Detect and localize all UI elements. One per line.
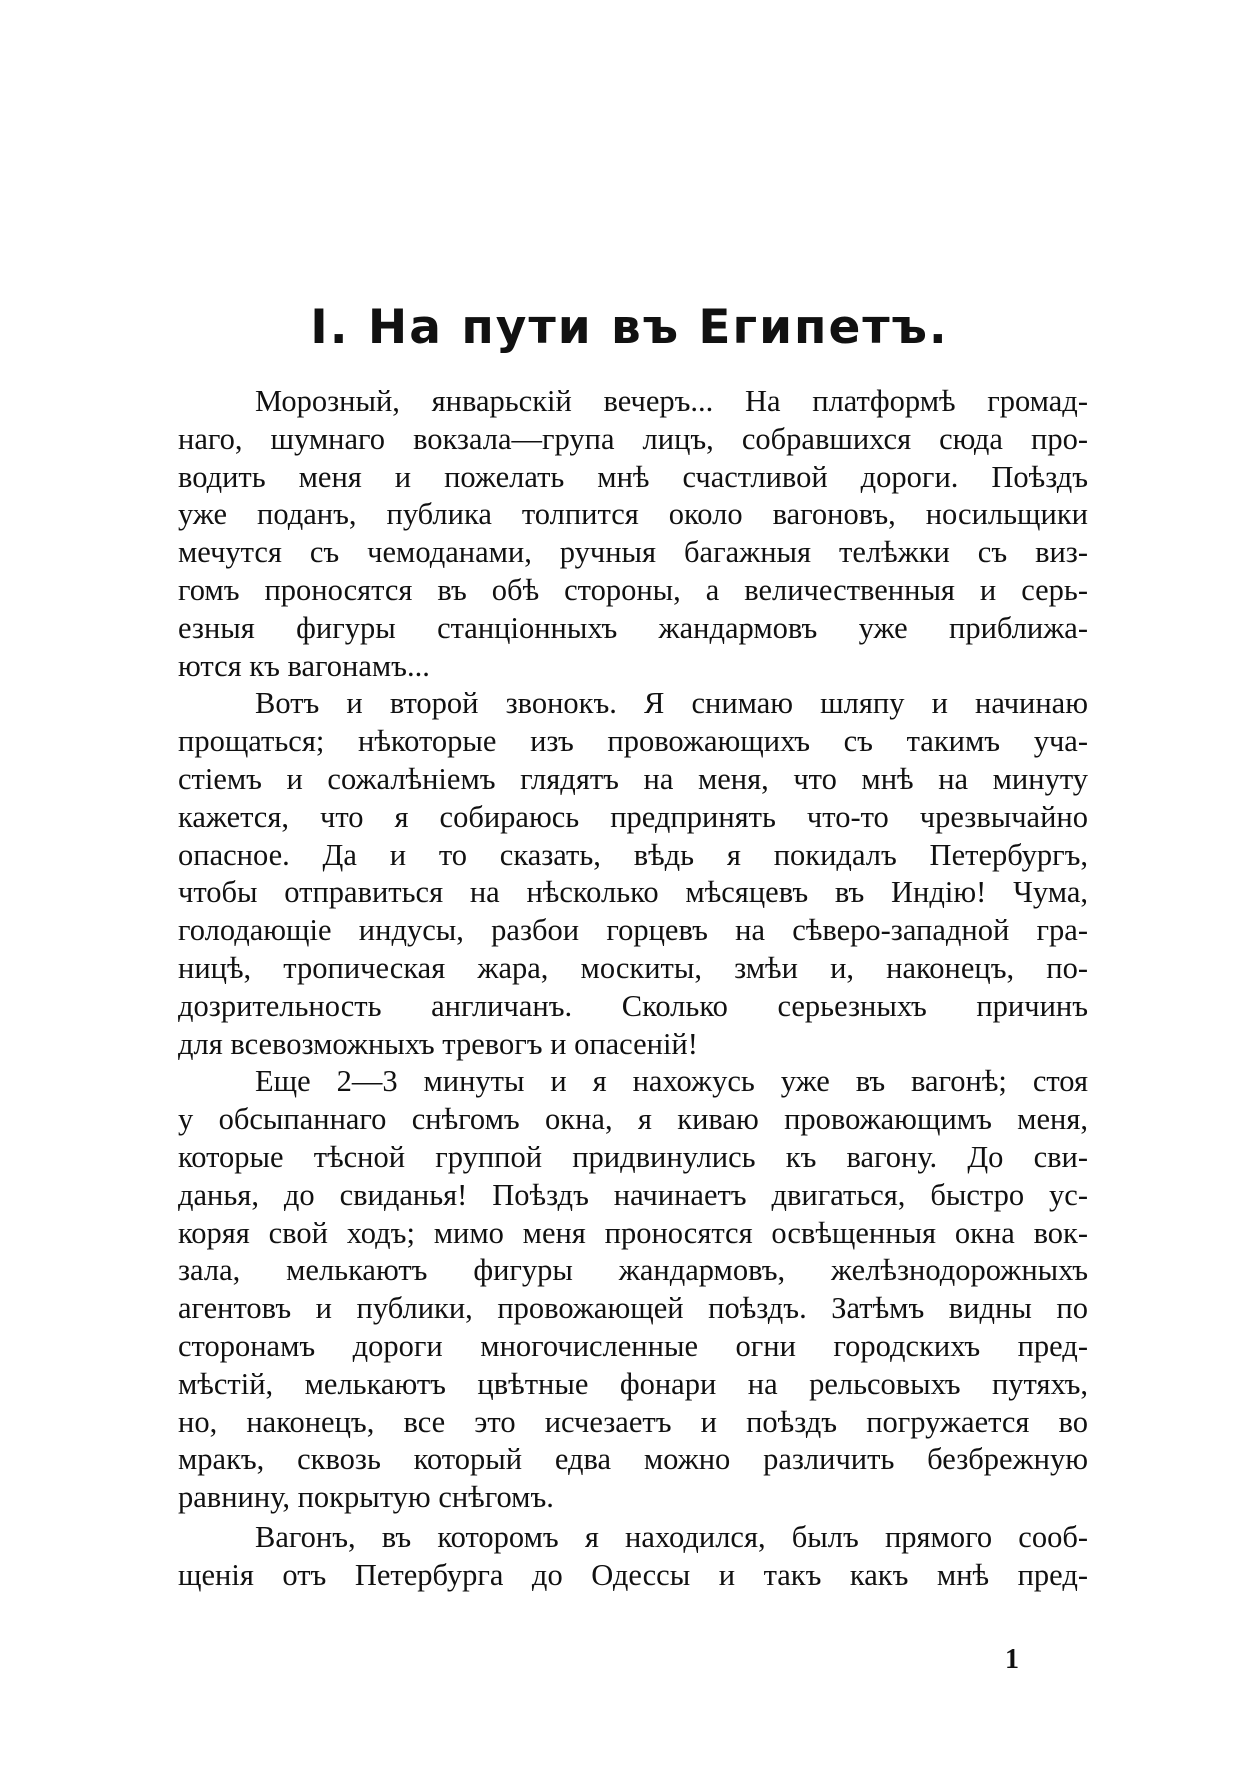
text-line: чтобы отправиться на нѣсколько мѣсяцевъ въ Индію! Чума, <box>178 875 1088 910</box>
text-line: езныя фигуры станціонныхъ жандармовъ уже приближа- <box>178 610 1088 645</box>
text-line: опасное. Да и то сказать, вѣдь я покидалъ Петербургъ, <box>178 837 1088 872</box>
text-line: гомъ проносятся въ обѣ стороны, а величественныя и серь- <box>178 572 1088 607</box>
paragraph-4 <box>178 1519 1088 1595</box>
text-line: зала, мелькаютъ фигуры жандармовъ, желѣзнодорожныхъ <box>178 1253 1088 1288</box>
text-line: агентовъ и публики, провожающей поѣздъ. Затѣмъ видны по <box>178 1291 1088 1326</box>
text-line: уже поданъ, публика толпится около вагоновъ, носильщики <box>178 497 1088 532</box>
text-line: коряя свой ходъ; мимо меня проносятся освѣщенныя окна вок- <box>178 1215 1088 1250</box>
text-line: которые тѣсной группой придвинулись къ вагону. До сви- <box>178 1139 1088 1174</box>
text-line: дозрительность англичанъ. Сколько серьезныхъ причинъ <box>178 988 1088 1023</box>
text-line: сторонамъ дороги многочисленные огни городскихъ пред- <box>178 1328 1088 1363</box>
text-line: Морозный, январьскій вечеръ... На платформѣ громад- <box>255 384 1088 418</box>
text-line: ются къ вагонамъ... <box>178 648 430 683</box>
text-line: прощаться; нѣкоторые изъ провожающихъ съ такимъ уча- <box>178 724 1088 759</box>
text-line: равнину, покрытую снѣгомъ. <box>178 1480 554 1515</box>
text-line: данья, до свиданья! Поѣздъ начинаетъ двигаться, быстро ус- <box>178 1177 1088 1212</box>
text-line: стіемъ и сожалѣніемъ глядятъ на меня, что мнѣ на минуту <box>178 761 1088 796</box>
text-line: у обсыпаннаго снѣгомъ окна, я киваю провожающимъ меня, <box>178 1102 1088 1137</box>
text-line: голодающіе индусы, разбои горцевъ на сѣверо-западной гра- <box>178 913 1088 948</box>
text-line: Вотъ и второй звонокъ. Я снимаю шляпу и начинаю <box>255 686 1088 721</box>
text-line: мечутся съ чемоданами, ручныя багажныя телѣжки съ виз- <box>178 535 1088 570</box>
paragraph-2 <box>178 685 1088 1063</box>
text-line: ницѣ, тропическая жара, москиты, змѣи и, наконецъ, по- <box>178 950 1088 985</box>
text-line: щенія отъ Петербурга до Одессы и такъ какъ мнѣ пред- <box>178 1557 1088 1592</box>
body-text <box>178 383 1088 1595</box>
text-line: для всевозможныхъ тревогъ и опасеній! <box>178 1026 698 1061</box>
text-line: но, наконецъ, все это исчезаетъ и поѣздъ погружается во <box>178 1404 1088 1439</box>
text-line: водить меня и пожелать мнѣ счастливой дороги. Поѣздъ <box>178 459 1088 494</box>
paragraph-3 <box>178 1063 1088 1517</box>
page-number: 1 <box>1005 1644 1019 1675</box>
text-line: мѣстій, мелькаютъ цвѣтные фонари на рельсовыхъ путяхъ, <box>178 1366 1088 1401</box>
text-line: наго, шумнаго вокзала—група лицъ, собравшихся сюда про- <box>178 421 1088 456</box>
text-line: Вагонъ, въ которомъ я находился, былъ прямого сооб- <box>255 1519 1088 1554</box>
chapter-title: I. На пути въ Египетъ. <box>310 300 949 355</box>
text-line: Еще 2—3 минуты и я нахожусь уже въ вагонѣ; стоя <box>255 1064 1088 1099</box>
paragraph-1 <box>178 383 1088 685</box>
text-line: мракъ, сквозь который едва можно различить безбрежную <box>178 1442 1088 1477</box>
text-line: кажется, что я собираюсь предпринять что-то чрезвычайно <box>178 799 1088 834</box>
